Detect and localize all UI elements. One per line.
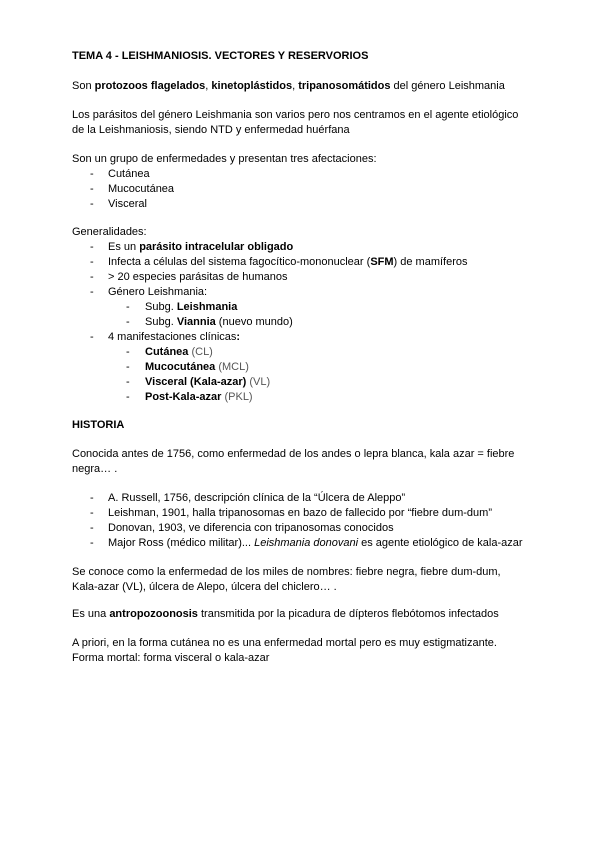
item-text: Es una [72, 608, 110, 620]
intro-text: Son [72, 80, 95, 92]
bullet-dash: - [90, 256, 94, 268]
bullet-dash: - [90, 168, 94, 180]
list-item [108, 255, 468, 270]
bullet-dash: - [90, 537, 94, 549]
item-text: 4 manifestaciones clínicas [108, 331, 237, 343]
item-text-end: es agente etiológico de kala-azar [358, 537, 523, 549]
bullet-dash: - [126, 391, 130, 403]
list-item: Mucocutánea [108, 183, 175, 195]
paragraph-line: negra… . [72, 463, 118, 475]
item-text-end: ) de mamíferos [393, 256, 468, 268]
list-item [108, 240, 293, 255]
item-text-end: (PKL) [221, 391, 253, 403]
item-text: Infecta a células del sistema fagocítico-mononuclear ( [108, 256, 371, 268]
list-item: Género Leishmania: [108, 286, 208, 298]
item-text-end: (CL) [188, 346, 213, 358]
intro-text-end: del género Leishmania [390, 80, 505, 92]
page-title: TEMA 4 - LEISHMANIOSIS. VECTORES Y RESERVORIOS [72, 50, 369, 62]
intro-bold-1: protozoos flagelados [94, 80, 206, 92]
item-text-end: transmitida por la picadura de dípteros flebótomos infectados [197, 608, 499, 620]
item-text-end: (nuevo mundo) [215, 316, 293, 328]
bullet-dash: - [90, 241, 94, 253]
bullet-dash: - [90, 286, 94, 298]
item-bold: SFM [370, 256, 394, 268]
item-bold: Post-Kala-azar [145, 391, 222, 403]
sub-list-item [145, 375, 270, 390]
paragraph-line: Conocida antes de 1756, como enfermedad de los andes o lepra blanca, kala azar = fiebre [72, 448, 515, 460]
item-bold: : [236, 331, 241, 343]
bullet-dash: - [126, 301, 130, 313]
list-item [108, 536, 523, 551]
item-bold: Cutánea [145, 346, 189, 358]
bullet-dash: - [126, 361, 130, 373]
bullet-dash: - [126, 376, 130, 388]
item-italic: Leishmania donovani [254, 537, 359, 549]
intro-paragraph [72, 79, 505, 94]
intro-bold-3: tripanosomátidos [298, 80, 391, 92]
list-item: Visceral [108, 198, 147, 210]
intro-sep-2: , [292, 80, 299, 92]
bullet-dash: - [126, 316, 130, 328]
bullet-dash: - [90, 198, 94, 210]
list-item: A. Russell, 1756, descripción clínica de la “Úlcera de Aleppo” [108, 492, 406, 504]
list-item: Leishman, 1901, halla tripanosomas en bazo de fallecido por “fiebre dum-dum” [108, 507, 492, 519]
sub-list-item [145, 390, 253, 405]
bullet-dash: - [90, 271, 94, 283]
list-item: > 20 especies parásitas de humanos [108, 271, 288, 283]
item-bold: Mucocutánea [145, 361, 216, 373]
bullet-dash: - [90, 522, 94, 534]
bullet-dash: - [90, 492, 94, 504]
sub-list-item [145, 360, 249, 375]
paragraph-line: de la Leishmaniosis, siendo NTD y enfermedad huérfana [72, 124, 350, 136]
item-text: Subg. [145, 301, 177, 313]
item-text: Es un [108, 241, 140, 253]
intro-sep-1: , [205, 80, 212, 92]
item-bold: Viannia [176, 316, 216, 328]
sub-list-item [145, 315, 293, 330]
bullet-dash: - [126, 346, 130, 358]
section-heading-historia: HISTORIA [72, 419, 125, 431]
paragraph-line [72, 607, 499, 622]
sub-list-item [145, 345, 213, 360]
item-text-end: (MCL) [215, 361, 249, 373]
item-text-end: (VL) [246, 376, 271, 388]
paragraph-line: Son un grupo de enfermedades y presentan tres afectaciones: [72, 153, 377, 165]
item-bold: antropozoonosis [109, 608, 198, 620]
list-item: Donovan, 1903, ve diferencia con tripanosomas conocidos [108, 522, 394, 534]
section-heading: Generalidades: [72, 226, 147, 238]
item-bold: parásito intracelular obligado [139, 241, 294, 253]
paragraph-line: Forma mortal: forma visceral o kala-azar [72, 652, 270, 664]
paragraph-line: Se conoce como la enfermedad de los miles de nombres: fiebre negra, fiebre dum-dum, [72, 566, 501, 578]
list-item: Cutánea [108, 168, 150, 180]
list-item [108, 330, 240, 345]
intro-bold-2: kinetoplástidos [211, 80, 293, 92]
paragraph-line: Los parásitos del género Leishmania son varios pero nos centramos en el agente etiológico [72, 109, 519, 121]
item-bold: Leishmania [176, 301, 238, 313]
item-text: Major Ross (médico militar)... [108, 537, 255, 549]
paragraph-line: A priori, en la forma cutánea no es una enfermedad mortal pero es muy estigmatizante. [72, 637, 497, 649]
bullet-dash: - [90, 507, 94, 519]
bullet-dash: - [90, 183, 94, 195]
item-bold: Visceral (Kala-azar) [145, 376, 247, 388]
bullet-dash: - [90, 331, 94, 343]
sub-list-item [145, 300, 237, 315]
item-text: Subg. [145, 316, 177, 328]
paragraph-line: Kala-azar (VL), úlcera de Alepo, úlcera del chiclero… . [72, 581, 337, 593]
